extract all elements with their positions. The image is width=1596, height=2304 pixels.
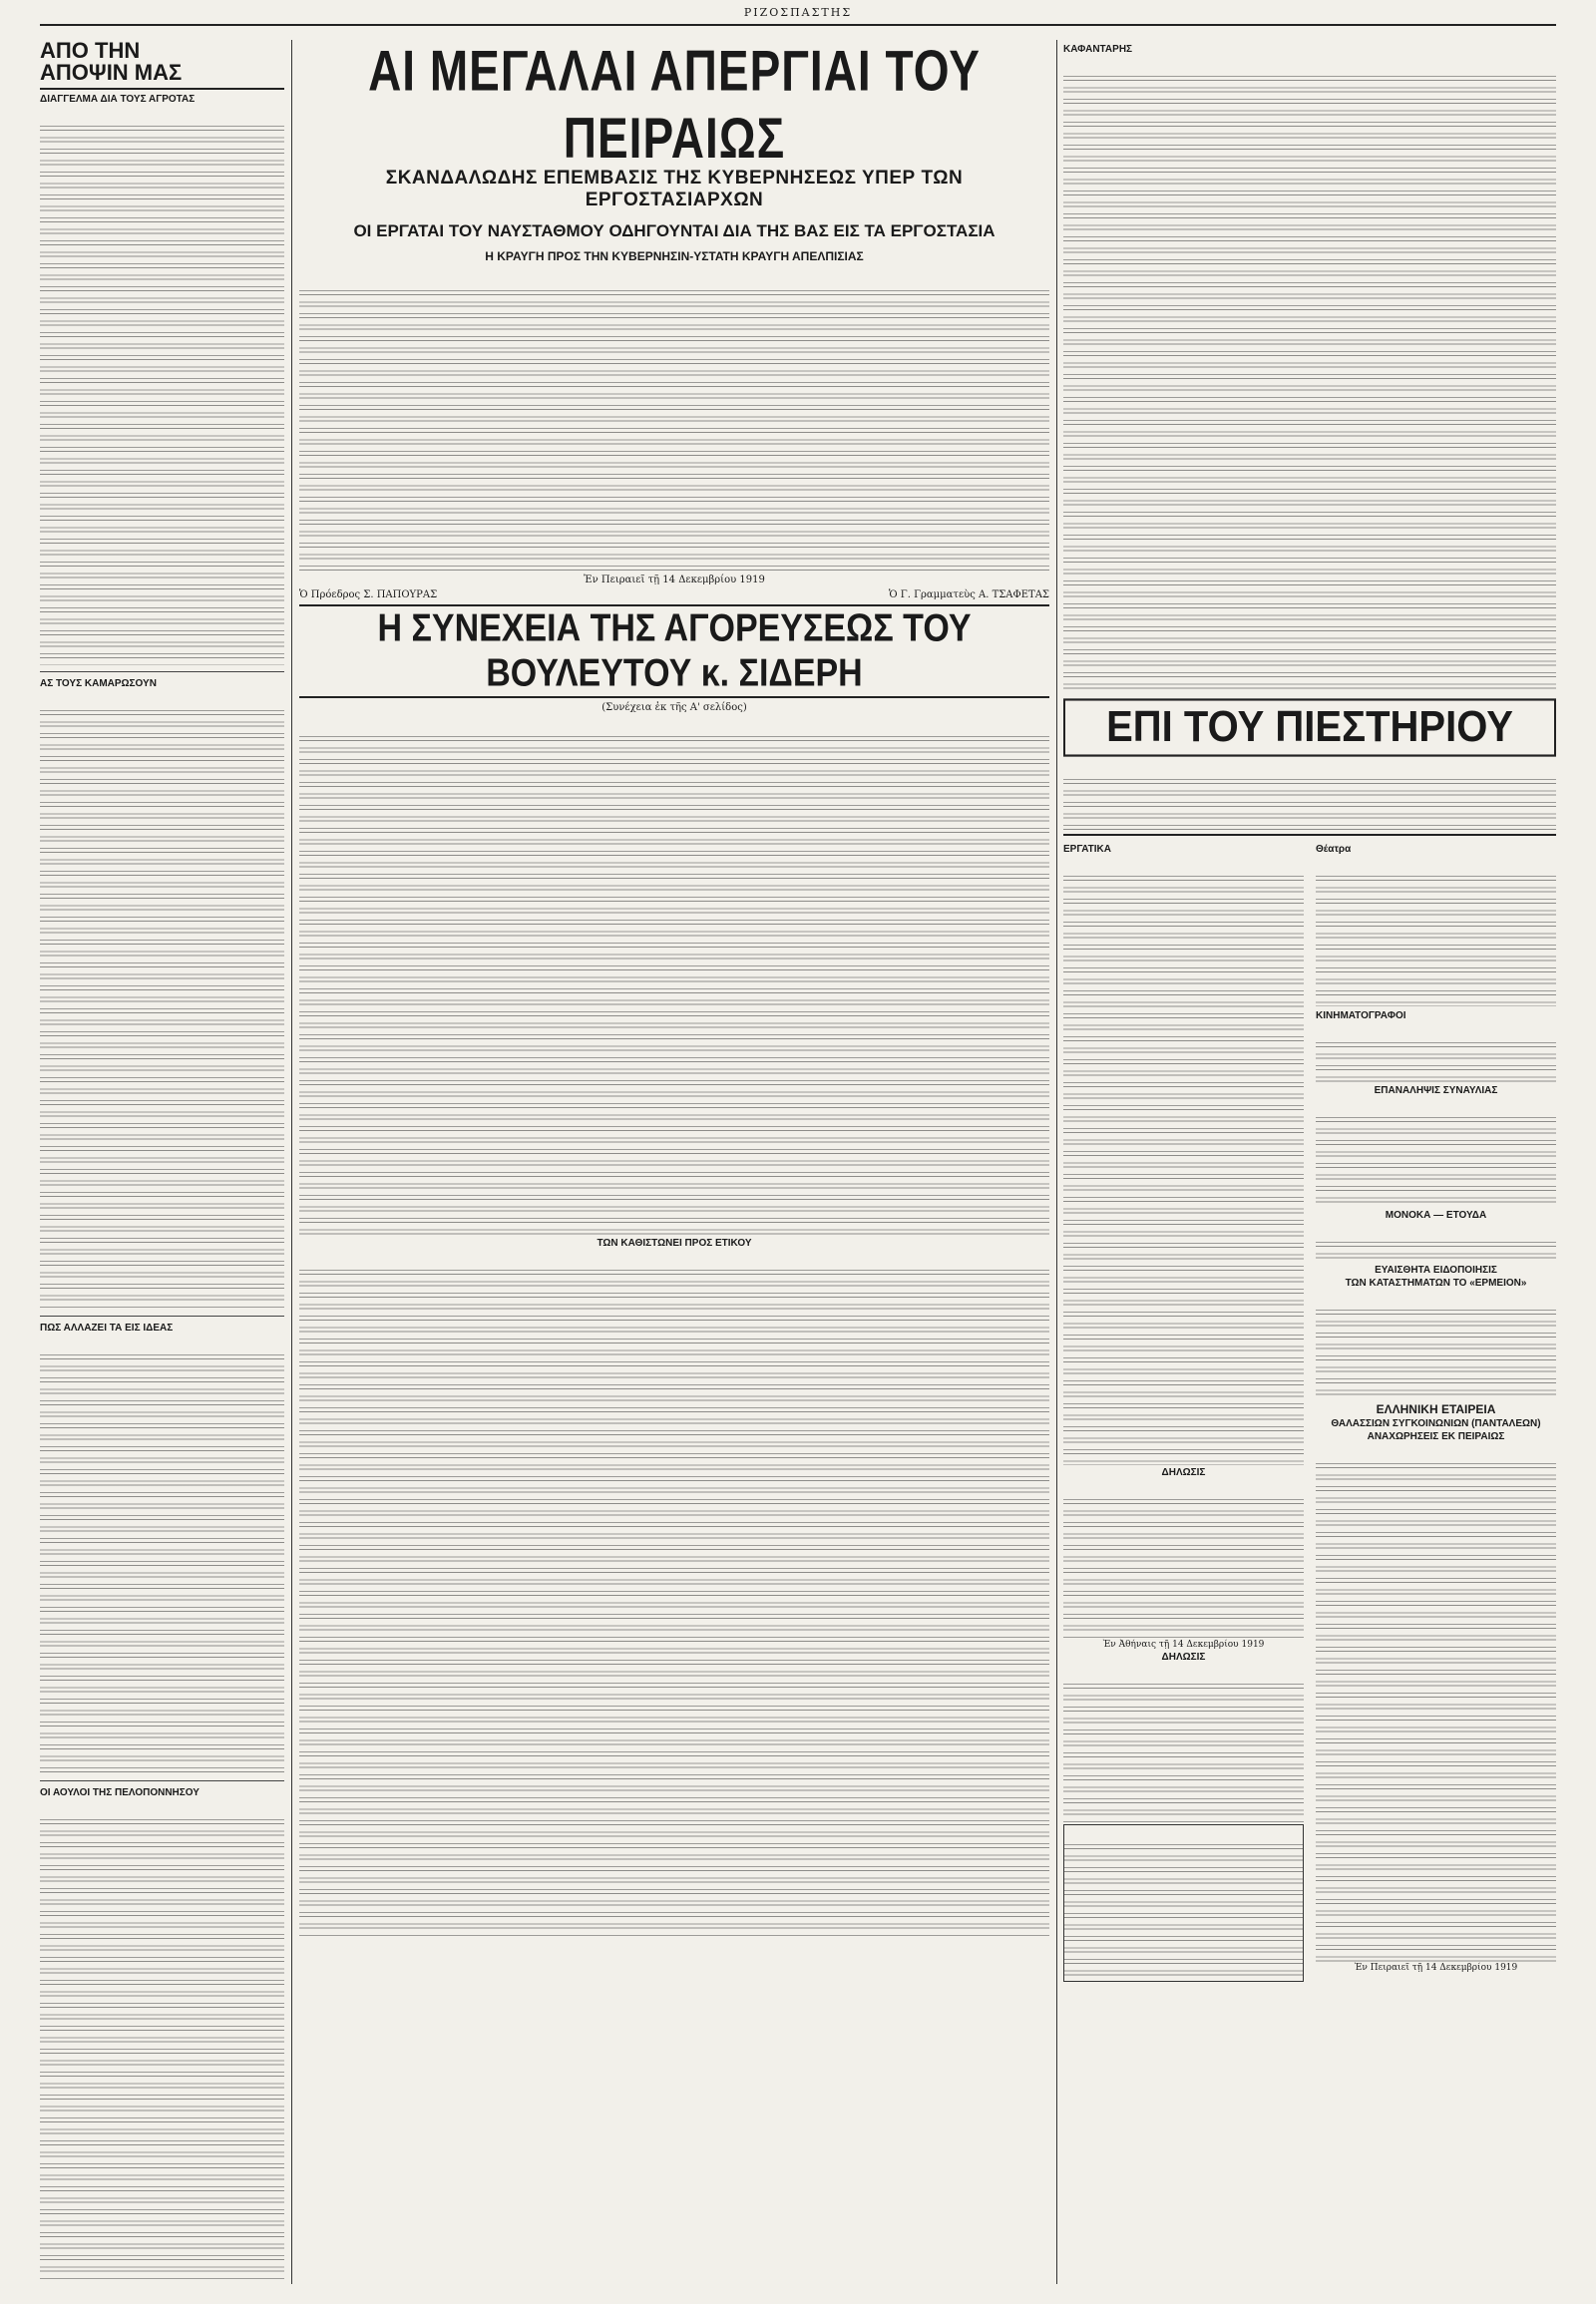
article-body (1063, 1665, 1304, 1824)
article-body (1316, 1444, 1556, 1963)
company-subtitle: ΘΑΛΑΣΣΙΩΝ ΣΥΓΚΟΙΝΩΝΙΩΝ (ΠΑΝΤΑΛΕΩΝ) (1331, 1418, 1541, 1429)
section-headline: ΕΠΙ ΤΟΥ ΠΙΕΣΤΗΡΙΟΥ (1063, 698, 1556, 756)
section-heading: ΑΣ ΤΟΥΣ ΚΑΜΑΡΩΣΟΥΝ (40, 678, 157, 689)
article-body (1063, 1480, 1304, 1640)
section-heading: ΕΠΑΝΑΛΗΨΙΣ ΣΥΝΑΥΛΙΑΣ (1374, 1085, 1498, 1096)
notice-date: Ἐν Ἀθήναις τῇ 14 Δεκεμβρίου 1919 (1102, 1640, 1265, 1650)
divider (40, 671, 284, 672)
section-heading: ΚΙΝΗΜΑΤΟΓΡΑΦΟΙ (1316, 1010, 1406, 1021)
notice-date: Ἐν Πειραιεῖ τῇ 14 Δεκεμβρίου 1919 (1354, 1963, 1518, 1973)
column-divider (1056, 40, 1057, 2284)
notice-heading: ΔΗΛΩΣΙΣ (1161, 1652, 1206, 1663)
signature-right: Ὁ Γ. Γραμματεὺς Α. ΤΣΑΦΕΤΑΣ (889, 589, 1049, 600)
article-body (40, 107, 284, 665)
article-body (1316, 1023, 1556, 1083)
signature-left: Ὁ Πρόεδρος Σ. ΠΑΠΟΥΡΑΣ (299, 589, 438, 600)
signatures (299, 589, 1049, 600)
section-heading: ΔΙΑΓΓΕΛΜΑ ΔΙΑ ΤΟΥΣ ΑΓΡΟΤΑΣ (40, 94, 196, 105)
article-body (1316, 1291, 1556, 1400)
article-body (1316, 1098, 1556, 1208)
section-heading: ΟΙ ΑΟΥΛΟΙ ΤΗΣ ΠΕΛΟΠΟΝΝΗΣΟΥ (40, 1787, 200, 1798)
article-body (1316, 1223, 1556, 1263)
deck-line: ΟΙ ΕΡΓΑΤΑΙ ΤΟΥ ΝΑΥΣΤΑΘΜΟΥ ΟΔΗΓΟΥΝΤΑΙ ΔΙΑ ΤΗΣ ΒΑΣ ΕΙΣ ΤΑ ΕΡΓΟΣΤΑΣΙΑ (353, 221, 996, 240)
section-heading: ΠΩΣ ΑΛΛΑΖΕΙ ΤΑ ΕΙΣ ΙΔΕΑΣ (40, 1323, 174, 1334)
article-body (40, 1800, 284, 2279)
deck-line: ΣΚΑΝΔΑΛΩΔΗΣ ΕΠΕΜΒΑΣΙΣ ΤΗΣ ΚΥΒΕΡΝΗΣΕΩΣ ΥΠΕΡ ΤΩΝ ΕΡΓΟΣΤΑΣΙΑΡΧΩΝ (385, 168, 964, 210)
section-heading: ΕΡΓΑΤΙΚΑ (1063, 844, 1111, 855)
article-subtitle: (Συνέχεια ἐκ τῆς Α' σελίδος) (601, 702, 747, 713)
article-body (1063, 857, 1304, 1465)
section-heading: ΑΝΑΧΩΡΗΣΕΙΣ ΕΚ ΠΕΙΡΑΙΩΣ (1367, 1431, 1505, 1442)
main-headline: ΑΙ ΜΕΓΑΛΑΙ ΑΠΕΡΓΙΑΙ ΤΟΥ ΠΕΙΡΑΙΩΣ (368, 40, 981, 171)
section-heading: ΕΥΑΙΣΘΗΤΑ ΕΙΔΟΠΟΙΗΣΙΣ (1375, 1265, 1497, 1276)
article-headline: Η ΣΥΝΕΧΕΙΑ ΤΗΣ ΑΓΟΡΕΥΣΕΩΣ ΤΟΥ ΒΟΥΛΕΥΤΟΥ κ. ΣΙΔΕΡΗ (377, 606, 972, 695)
deck-line: Η ΚΡΑΥΓΗ ΠΡΟΣ ΤΗΝ ΚΥΒΕΡΝΗΣΙΝ-ΥΣΤΑΤΗ ΚΡΑΥΓΗ ΑΠΕΛΠΙΣΙΑΣ (485, 249, 864, 263)
divider (40, 1316, 284, 1317)
section-heading: Θέατρα (1316, 844, 1352, 855)
two-column-notices (1063, 840, 1556, 1982)
article-body (1063, 760, 1556, 830)
company-name: ΕΛΛΗΝΙΚΗ ΕΤΑΙΡΕΙΑ (1376, 1402, 1496, 1416)
article-body (299, 717, 1049, 1236)
article-body (299, 271, 1049, 571)
divider (40, 1780, 284, 1781)
section-heading: ΜΟΝΟΚΑ — ΕΤΟΥΔΑ (1385, 1210, 1487, 1221)
masthead-rule (40, 6, 1556, 26)
section-heading: ΤΩΝ ΚΑΤΑΣΤΗΜΑΤΩΝ ΤΟ «ΕΡΜΕΙΟΝ» (1345, 1278, 1527, 1289)
article-body (299, 1251, 1049, 1939)
notice-box (1063, 1824, 1304, 1982)
section-heading: ΤΩΝ ΚΑΘΙΣΤΩΝΕΙ ΠΡΟΣ ΕΤΙΚΟΥ (597, 1238, 752, 1249)
divider (299, 696, 1049, 698)
article-body (1316, 857, 1556, 1006)
column-title-line2: ΑΠΟΨΙΝ ΜΑΣ (40, 60, 183, 85)
notices-right (1316, 840, 1556, 1982)
left-column (40, 40, 284, 2284)
masthead-text: ΡΙΖΟΣΠΑΣΤΗΣ (743, 6, 853, 19)
speaker-label: ΚΑΦΑΝΤΑΡΗΣ (1063, 44, 1133, 55)
article-date: Ἐν Πειραιεῖ τῇ 14 Δεκεμβρίου 1919 (584, 575, 765, 585)
divider (1063, 834, 1556, 836)
notices-left (1063, 840, 1304, 1982)
article-body (40, 691, 284, 1310)
notice-heading: ΔΗΛΩΣΙΣ (1161, 1467, 1206, 1478)
column-divider (291, 40, 292, 2284)
divider (40, 88, 284, 90)
column-title-line1: ΑΠΟ ΤΗΝ (40, 40, 141, 63)
article-body (1063, 57, 1556, 695)
center-column (299, 40, 1049, 2284)
article-body (40, 1336, 284, 1774)
right-column (1063, 40, 1556, 2284)
